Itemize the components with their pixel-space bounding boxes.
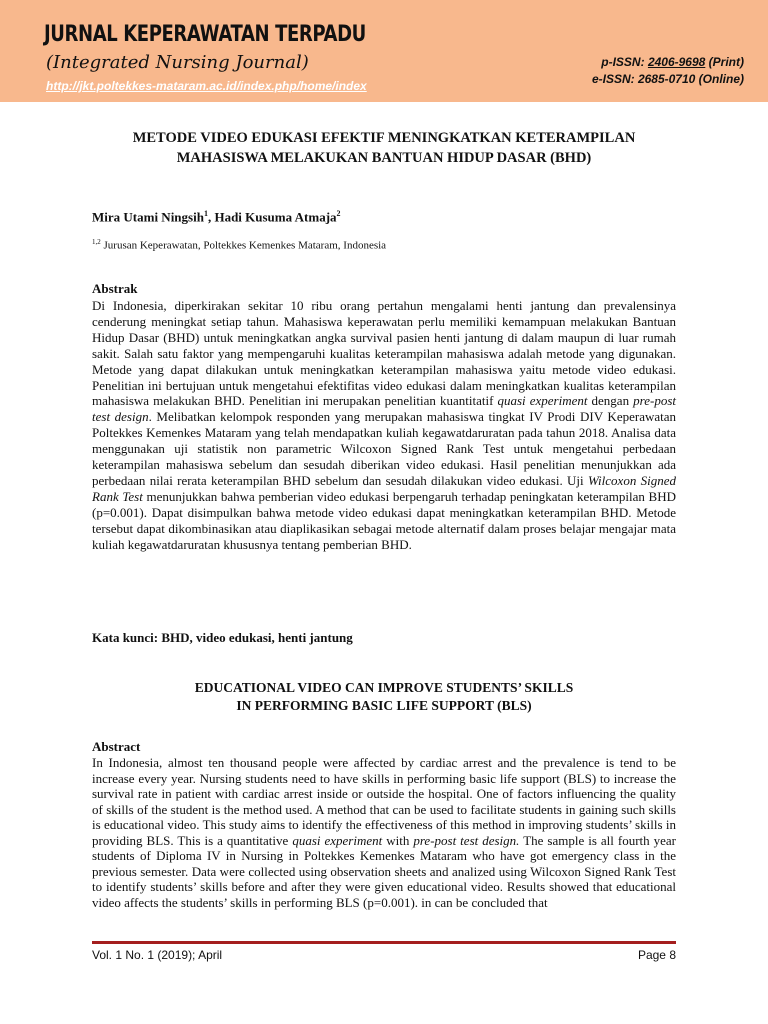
abstrak-body [92,298,676,553]
footer-volume: Vol. 1 No. 1 (2019); April [92,948,223,962]
print-issn [601,55,744,69]
keywords: Kata kunci: BHD, video edukasi, henti jantung [92,630,353,645]
abstract-text-1: In Indonesia, almost ten thousand people were affected by cardiac arrest and the prevalence is tend to be increase every year. Nursing students need to have skills in performing basic life support (BLS) to increase the survival rate in patient with cardiac arrest inside or outside the hospital. One of factors influencing the quality of skills of the student is the method used. A method that can be used to facilitate students in gaining such skills is educational video. This study aims to identify the effectiveness of this method in improving students’ skills in providing BLS. This is a quantitative [92,755,676,848]
author-1-affiliation-mark: 1 [203,209,208,218]
journal-title: JURNAL KEPERAWATAN TERPADU [44,22,366,47]
abstract-italic-1: quasi experiment [292,832,383,848]
footer-page-number: Page 8 [637,948,676,962]
affiliation-mark: 1,2 [92,238,101,246]
article-title-id-line2: MAHASISWA MELAKUKAN BANTUAN HIDUP DASAR (BHD) [176,150,592,166]
abstrak-text-2: dengan [587,393,634,409]
author-2: Hadi Kusuma Atmaja [214,209,337,225]
footer-divider [92,941,676,944]
author-1: Mira Utami Ningsih [92,209,204,225]
journal-header-banner [0,0,768,102]
abstrak-italic-2: pre-post test design [92,393,677,425]
pissn-suffix: (Print) [705,55,744,69]
author-list [92,209,341,225]
abstrak-italic-3: Wilcoxon Signed Rank Test [92,472,676,504]
pissn-value: 2406-9698 [647,55,706,69]
abstrak-italic-1: quasi experiment [497,393,588,409]
abstract-body [92,755,676,910]
article-title-en-line2: IN PERFORMING BASIC LIFE SUPPORT (BLS) [236,698,532,713]
abstract-italic-2: pre-post test design. [413,832,520,848]
abstrak-text-1: Di Indonesia, diperkirakan sekitar 10 ribu orang pertahun mengalami henti jantung dan prevalensinya cenderung meningkat setiap tahun. Mahasiswa keperawatan perlu memiliki kemampuan melakukan Bantuan Hidup Dasar (BHD) untuk meningkatkan angka survival pasien henti jantung di dalam maupun di luar rumah sakit. Salah satu faktor yang mempengaruhi kualitas keterampilan mahasiswa adalah metode yang digunakan. Metode yang dapat dilakukan untuk meningkatkan keterampilan mahasiswa yaitu metode video edukasi. Penelitian ini bertujuan untuk mengetahui efektifitas video edukasi dalam meningkatkan kualitas keterampilan mahasiswa melakukan BHD. Penelitian ini merupakan penelitian kuantitatif [92,298,676,409]
article-title-en-line1: EDUCATIONAL VIDEO CAN IMPROVE STUDENTS’ SKILLS [194,680,574,695]
abstrak-text-3: . Melibatkan kelompok responden yang merupakan mahasiswa tingkat IV Prodi DIV Keperawatan Poltekkes Kemenkes Mataram yang telah mendapatkan kuliah kegawatdaruratan pada tahun 2018. Analisa data menggunakan uji statistik non parametric Wilcoxon Signed Rank Test untuk mengetahui perbedaan keterampilan mahasiswa sebelum dan sesudah diberikan video edukasi. Hasil penelitian menunjukkan ada perbedaan nilai rerata keterampilan BHD sebelum dan sesudah dilakukan video edukasi. Uji [92,409,677,488]
abstract-text-3: The sample is all fourth year students of Diploma IV in Nursing in Poltekkes Kemenkes Mataram who have got emergency class in the previous semester. Data were collected using observation sheets and analized using Wilcoxon Signed Rank Test to identify students’ skills before and after they were given educational video. Results showed that educational video affects the students’ skills in performing BLS (p=0.001). in can be concluded that [92,832,677,910]
article-title-id-line1: METODE VIDEO EDUKASI EFEKTIF MENINGKATKAN KETERAMPILAN [132,130,636,146]
journal-subtitle: (Integrated Nursing Journal) [46,52,309,73]
abstrak-text-4: menunjukkan bahwa pemberian video edukasi berpengaruh terhadap peningkatan keterampilan BHD (p=0.001). Dapat disimpulkan bahwa metode video edukasi dapat meningkatkan keterampilan BHD. Metode tersebut dapat dikombinasikan atau diaplikasikan sebagai metode alternatif dalam proses belajar mengajar mata kuliah kegawatdaruratan khususnya tentang pemberian BHD. [92,488,676,552]
affiliation [92,238,386,252]
author-2-affiliation-mark: 2 [336,209,341,218]
online-issn: e-ISSN: 2685-0710 (Online) [591,72,744,86]
author-separator: , [207,209,215,225]
article-title-english [80,679,688,715]
pissn-label: p-ISSN: [601,55,648,69]
journal-url-link[interactable]: http://jkt.poltekkes-mataram.ac.id/index.php/home/index [46,79,367,93]
abstrak-heading: Abstrak [92,281,138,296]
affiliation-text: Jurusan Keperawatan, Poltekkes Kemenkes Mataram, Indonesia [100,239,387,252]
article-title-indonesian [80,128,688,168]
abstract-text-2: with [382,832,414,848]
abstract-heading: Abstract [92,739,141,754]
